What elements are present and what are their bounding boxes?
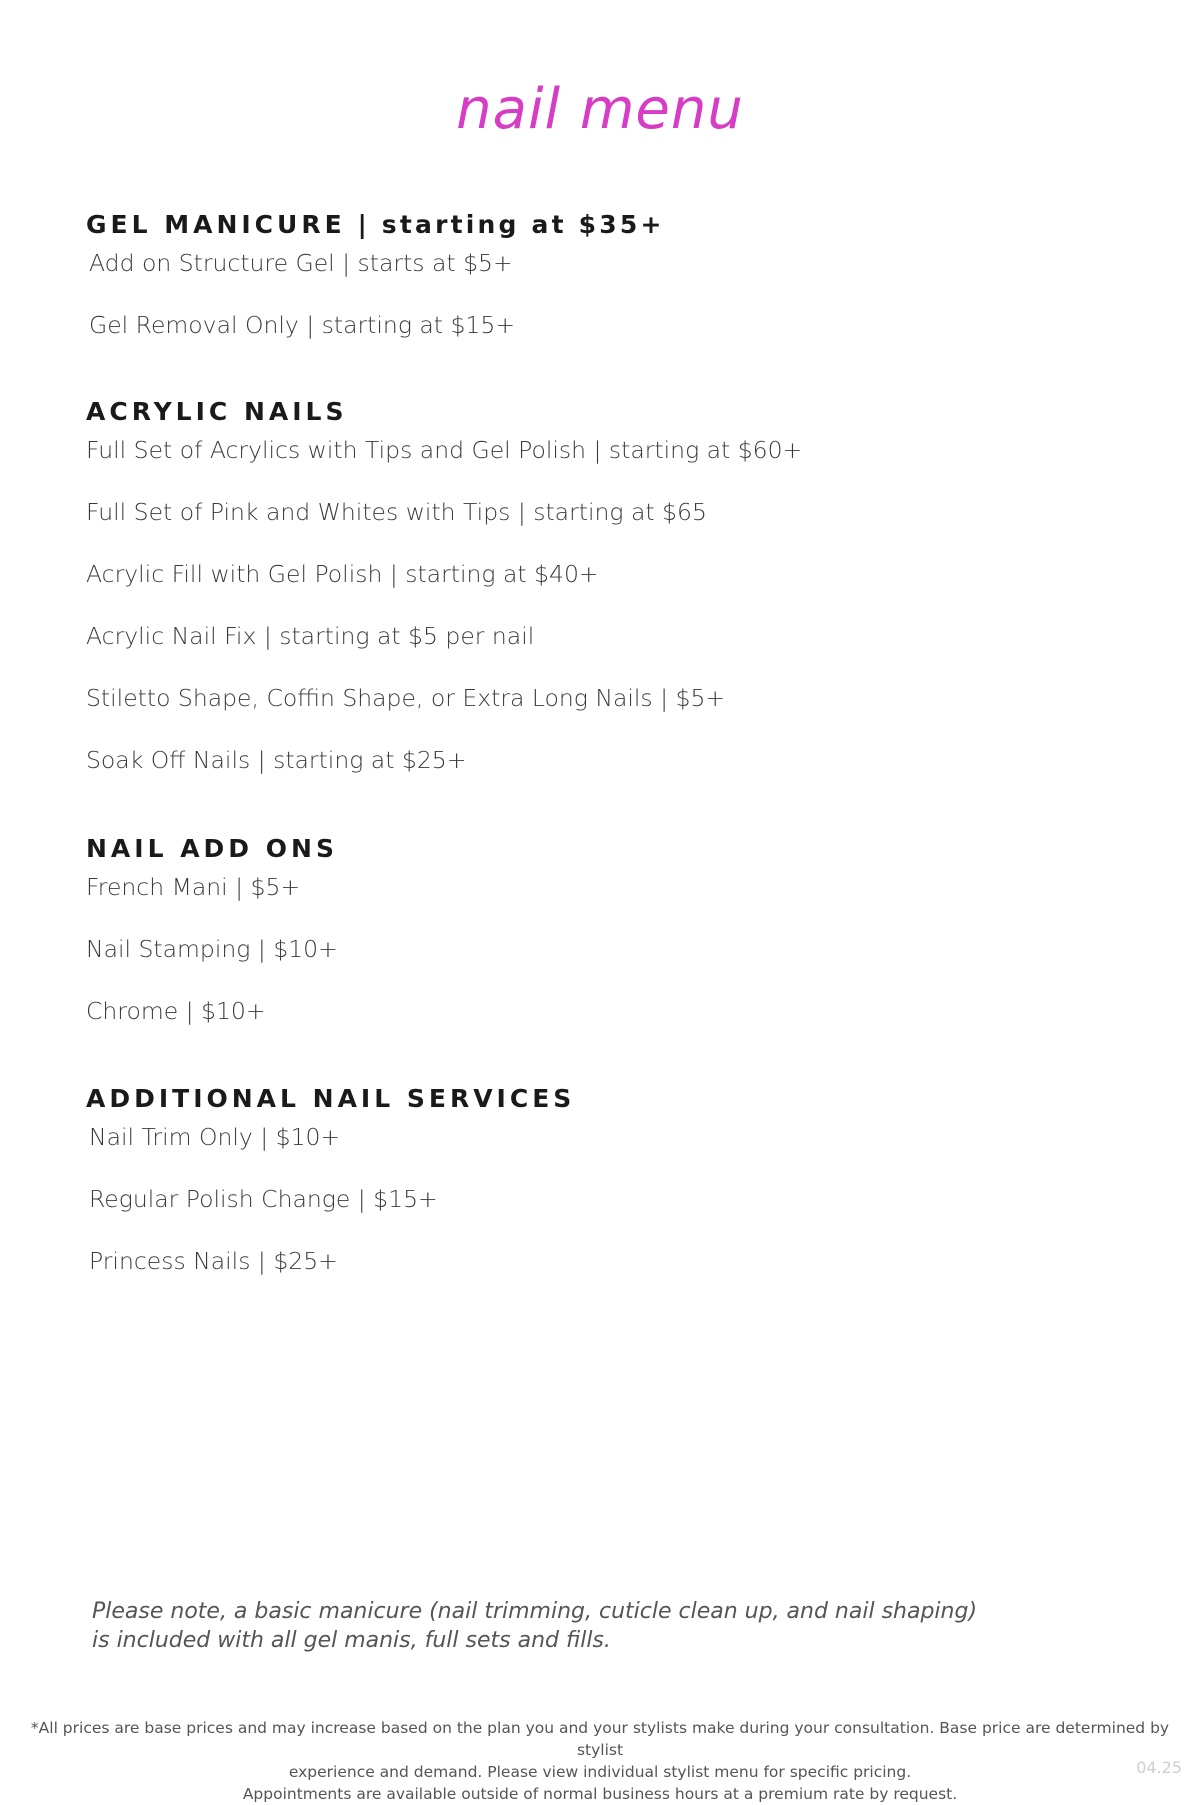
note-line: Please note, a basic manicure (nail trimming, cuticle clean up, and nail shaping) <box>92 1599 978 1624</box>
section-heading-label: GEL MANICURE <box>86 210 346 239</box>
menu-item: Add on Structure Gel | starts at $5+ <box>89 249 513 277</box>
menu-item: Full Set of Acrylics with Tips and Gel Polish | starting at $60+ <box>86 436 803 464</box>
section-heading: NAIL ADD ONS <box>86 834 338 863</box>
disclaimer-line: experience and demand. Please view individual stylist menu for specific pricing. <box>288 1763 912 1781</box>
manicure-note <box>92 1597 992 1655</box>
section-nail-add-ons <box>86 833 338 1027</box>
menu-item: French Mani | $5+ <box>86 873 301 901</box>
menu-item: Stiletto Shape, Coffin Shape, or Extra Long Nails | $5+ <box>86 684 726 712</box>
menu-item: Regular Polish Change | $15+ <box>89 1185 438 1213</box>
section-acrylic-nails <box>86 396 802 776</box>
version-label: 04.25 <box>1136 1758 1182 1777</box>
pricing-disclaimer <box>30 1717 1170 1805</box>
menu-item: Chrome | $10+ <box>86 997 266 1025</box>
disclaimer-line: Appointments are available outside of normal business hours at a premium rate by request. <box>242 1785 958 1803</box>
menu-item: Acrylic Nail Fix | starting at $5 per nail <box>86 622 535 650</box>
section-heading: ADDITIONAL NAIL SERVICES <box>86 1084 576 1113</box>
section-additional-nail-services <box>86 1083 575 1277</box>
section-heading: ACRYLIC NAILS <box>86 397 348 426</box>
note-line: is included with all gel manis, full sets and fills. <box>92 1628 611 1653</box>
section-heading-price: | starting at $35+ <box>345 210 665 239</box>
page-title: nail menu <box>456 77 744 142</box>
disclaimer-line: *All prices are base prices and may increase based on the plan you and your stylists make during your consultation. Base price are determined by stylist <box>30 1719 1170 1759</box>
menu-item: Soak Off Nails | starting at $25+ <box>86 746 467 774</box>
menu-item: Gel Removal Only | starting at $15+ <box>89 311 516 339</box>
section-gel-manicure <box>86 209 665 341</box>
menu-item: Acrylic Fill with Gel Polish | starting at $40+ <box>86 560 599 588</box>
menu-item: Princess Nails | $25+ <box>89 1247 338 1275</box>
menu-item: Nail Stamping | $10+ <box>86 935 338 963</box>
section-heading <box>86 209 665 241</box>
menu-item: Full Set of Pink and Whites with Tips | starting at $65 <box>86 498 707 526</box>
menu-item: Nail Trim Only | $10+ <box>89 1123 341 1151</box>
